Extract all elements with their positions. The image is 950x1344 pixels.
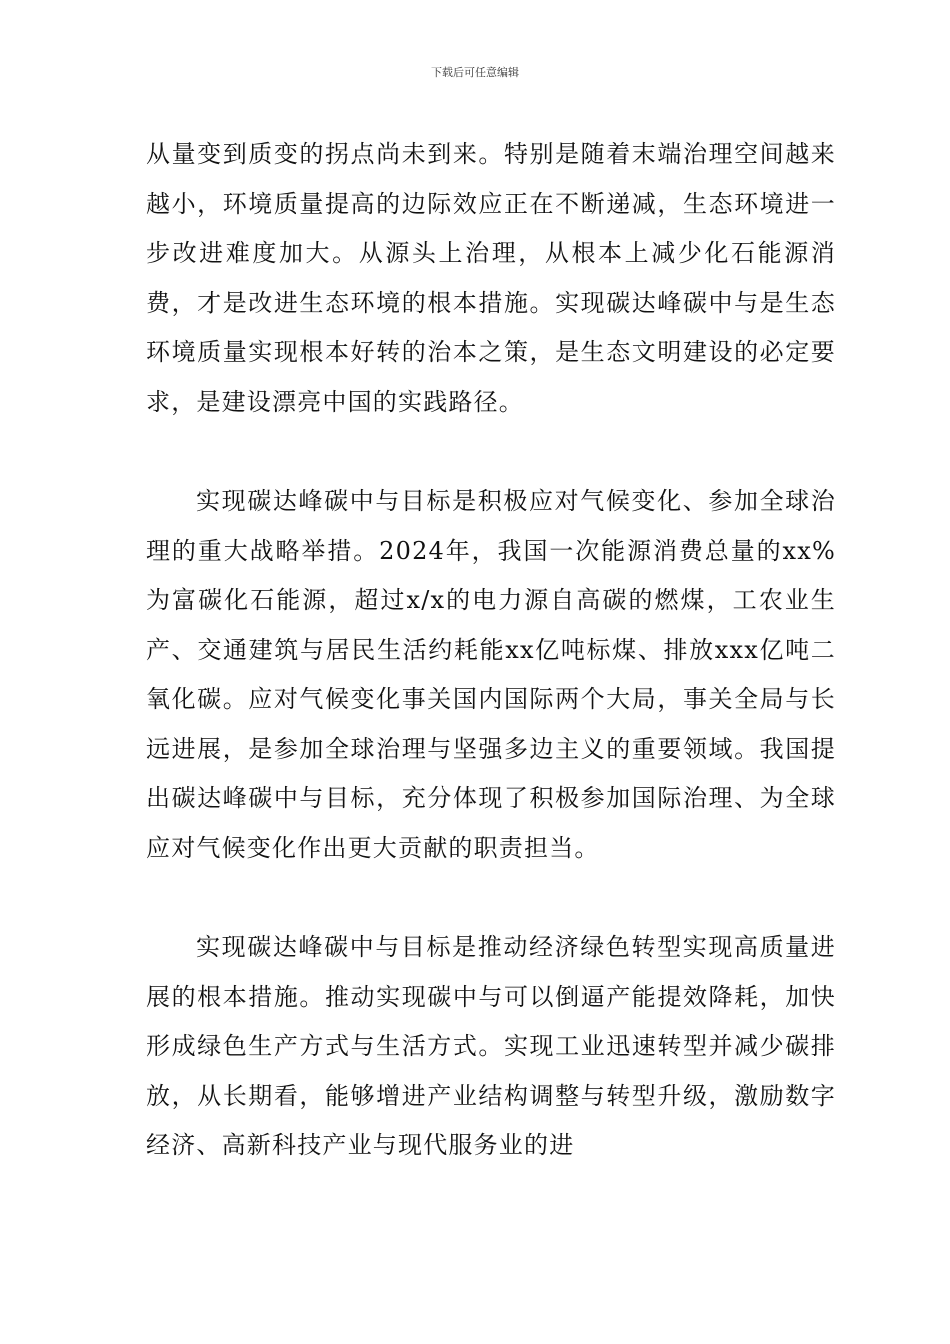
paragraph-continuation: 从量变到质变的拐点尚未到来。特别是随着末端治理空间越来越小，环境质量提高的边际效应正在不断递减，生态环境进一步改进难度加大。从源头上治理，从根本上减少化石能源消费，才是改进生态环境的根本措施。实现碳达峰碳中与是生态环境质量实现根本好转的治本之策，是生态文明建设的必定要求，是建设漂亮中国的实践路径。: [146, 140, 836, 416]
paragraph-green-transformation: 实现碳达峰碳中与目标是推动经济绿色转型实现高质量进展的根本措施。推动实现碳中与可以倒逼产能提效降耗，加快形成绿色生产方式与生活方式。实现工业迅速转型并减少碳排放，从长期看，能够增进产业结构调整与转型升级，激励数字经济、高新科技产业与现代服务业的进: [146, 933, 836, 1159]
paragraph-climate-governance: 实现碳达峰碳中与目标是积极应对气候变化、参加全球治理的重大战略举措。2024年，我国一次能源消费总量的xx%为富碳化石能源，超过x/x的电力源自高碳的燃煤，工农业生产、交通建筑与居民生活约耗能xx亿吨标煤、排放xxx亿吨二氧化碳。应对气候变化事关国内国际两个大局，事关全局与长远进展，是参加全球治理与坚强多边主义的重要领域。我国提出碳达峰碳中与目标，充分体现了积极参加国际治理、为全球应对气候变化作出更大贡献的职责担当。: [146, 487, 836, 862]
document-body: [146, 130, 836, 1171]
page-header-note: 下载后可任意编辑: [431, 66, 519, 79]
